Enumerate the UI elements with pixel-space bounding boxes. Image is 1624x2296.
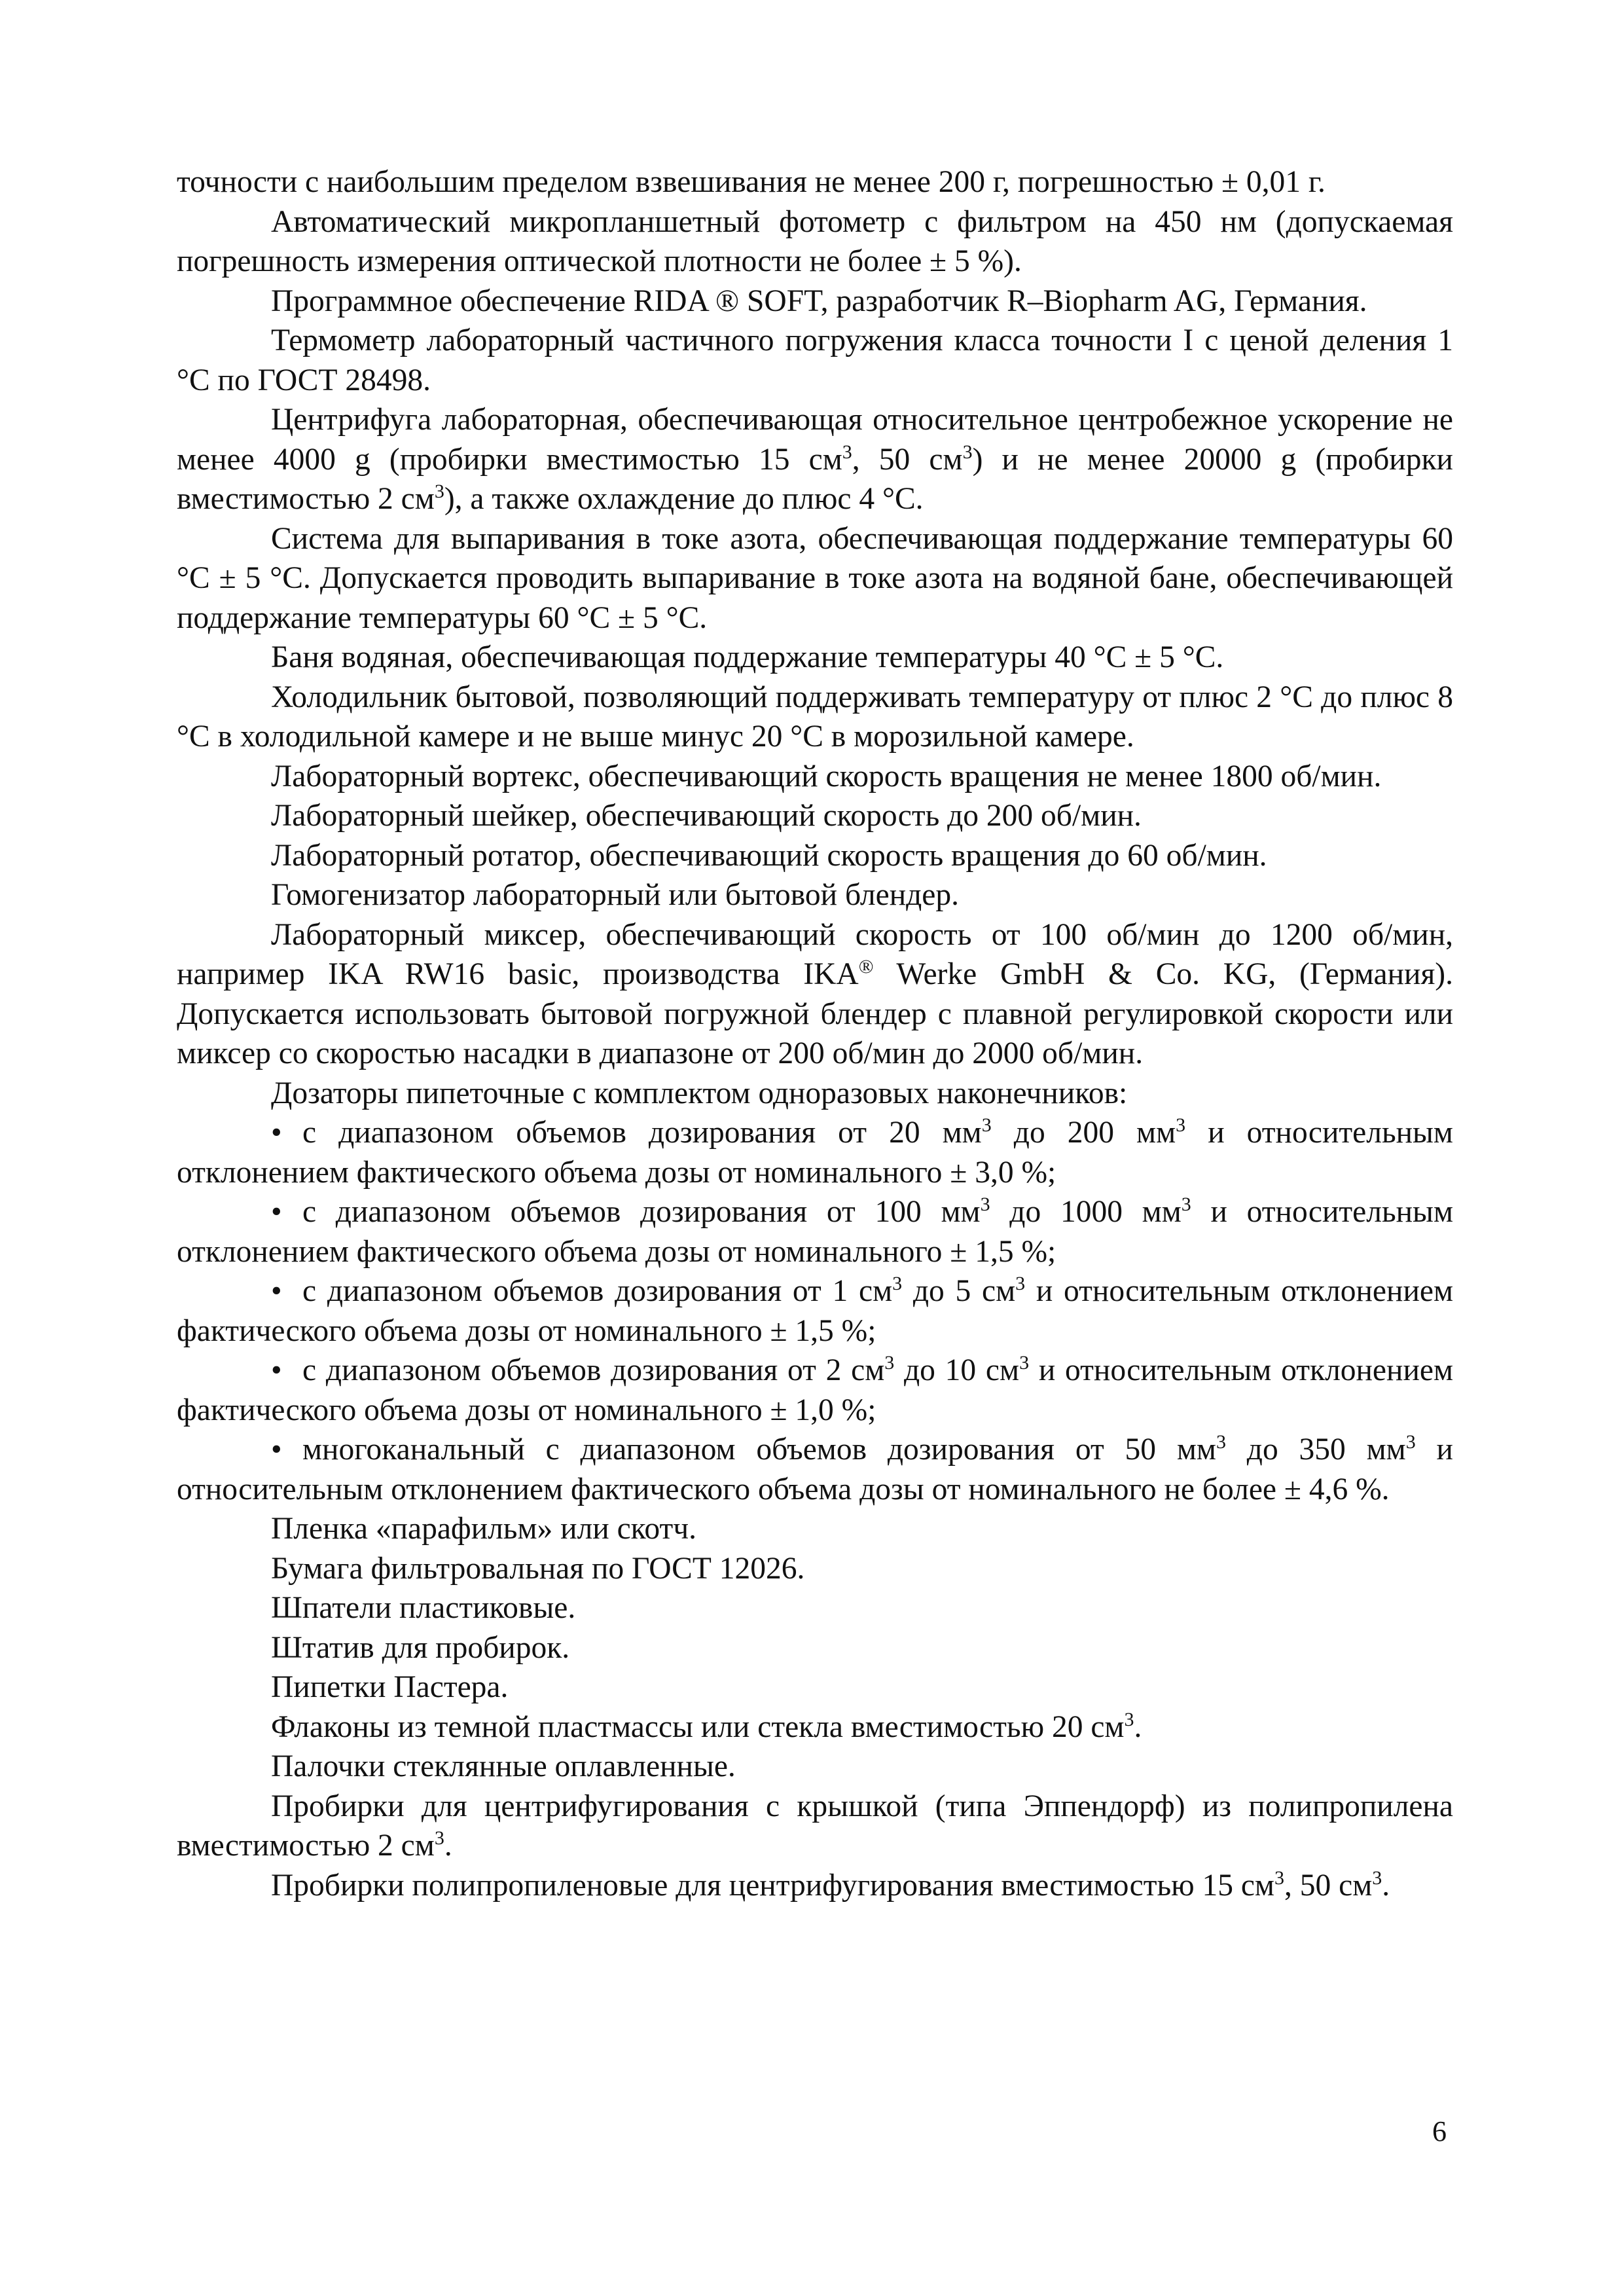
list-item: • с диапазоном объемов дозирования от 20 $мм^3$ до 200 $мм^3$ и относительным отклонением фактического объема дозы от номинального ± 3,0 %; (177, 1113, 1453, 1192)
paragraph-spatulas: Шпатели пластиковые. (271, 1591, 576, 1625)
paragraph-eppendorf-tubes: Пробирки для центрифугирования с крышкой (типа Эппендорф) из полипропилена вместимостью 2 $см^3$. (177, 1789, 1453, 1863)
paragraph-mixer: Лабораторный миксер, обеспечивающий скорость от 100 об/мин до 1200 об/мин, например IKA RW16 basic, производства IKA® Werke GmbH & Co. KG, (Германия). Допускается использовать бытовой погружной блендер с плавной регулировкой скорости или миксер со скоростью насадки в диапазоне от 200 об/мин до 2000 об/мин. (177, 917, 1453, 1070)
paragraph-pasteur-pipettes: Пипетки Пастера. (271, 1670, 509, 1704)
paragraph-rotator: Лабораторный ротатор, обеспечивающий скорость вращения до 60 об/мин. (271, 838, 1267, 873)
paragraph-water-bath: Баня водяная, обеспечивающая поддержание температуры 40 °С ± 5 °С. (271, 640, 1224, 674)
bullet-icon: • (271, 1116, 282, 1150)
paragraph-software: Программное обеспечение RIDA ® SOFT, разработчик R–Biopharm AG, Германия. (271, 283, 1367, 318)
paragraph-homogenizer: Гомогенизатор лабораторный или бытовой блендер. (271, 878, 960, 912)
bullet-icon: • (271, 1353, 282, 1387)
paragraph-refrigerator: Холодильник бытовой, позволяющий поддерживать температуру от плюс 2 °С до плюс 8 °С в холодильной камере и не выше минус 20 °С в морозильной камере. (177, 680, 1453, 754)
list-item: • с диапазоном объемов дозирования от 2 $см^3$ до 10 $см^3$ и относительным отклонением фактического объема дозы от номинального ± 1,0 %; (177, 1351, 1453, 1430)
list-item: • с диапазоном объемов дозирования от 100 $мм^3$ до 1000 $мм^3$ и относительным отклонением фактического объема дозы от номинального ± 1,5 %; (177, 1192, 1453, 1271)
bullet-icon: • (271, 1432, 282, 1467)
paragraph-glass-rods: Палочки стеклянные оплавленные. (271, 1749, 736, 1783)
paragraph-thermometer: Термометр лабораторный частичного погружения класса точности I с ценой деления 1 °С по ГОСТ 28498. (177, 323, 1453, 397)
paragraph-shaker: Лабораторный шейкер, обеспечивающий скорость до 200 об/мин. (271, 799, 1142, 833)
paragraph-tube-rack: Штатив для пробирок. (271, 1630, 570, 1665)
paragraph-evaporation-system: Система для выпаривания в токе азота, обеспечивающая поддержание температуры 60 °С ± 5 °С. Допускается проводить выпаривание в токе азота на водяной бане, обеспечивающей поддержание температуры 60 °С ± 5 °С. (177, 521, 1453, 635)
paragraph-balance: точности с наибольшим пределом взвешивания не менее 200 г, погрешностью ± 0,01 г. (177, 165, 1326, 199)
bullet-icon: • (271, 1274, 282, 1308)
list-item: • с диапазоном объемов дозирования от 1 $см^3$ до 5 $см^3$ и относительным отклонением фактического объема дозы от номинального ± 1,5 %; (177, 1271, 1453, 1351)
paragraph-centrifuge-tubes: Пробирки полипропиленовые для центрифугирования вместимостью 15 $см^3$, 50 $см^3$. (271, 1867, 1390, 1903)
paragraph-vials: Флаконы из темной пластмассы или стекла вместимостью 20 $см^3$. (271, 1708, 1142, 1744)
page-number: 6 (1432, 2115, 1447, 2147)
paragraph-dispensers: Дозаторы пипеточные с комплектом одноразовых наконечников: (271, 1076, 1128, 1110)
paragraph-parafilm: Пленка «парафильм» или скотч. (271, 1512, 696, 1546)
document-body (177, 162, 1453, 1905)
list-item: • многоканальный с диапазоном объемов дозирования от 50 $мм^3$ до 350 $мм^3$ и относительным отклонением фактического объема дозы от номинального не более ± 4,6 %. (177, 1430, 1453, 1509)
paragraph-centrifuge: Центрифуга лабораторная, обеспечивающая относительное центробежное ускорение не менее 4000 g (пробирки вместимостью 15 $см^3$, 50 $см^3$) и не менее 20000 g (пробирки вместимостью 2 $см^3$), а также охлаждение до плюс 4 °С. (177, 403, 1453, 516)
paragraph-vortex: Лабораторный вортекс, обеспечивающий скорость вращения не менее 1800 об/мин. (271, 759, 1382, 793)
paragraph-filter-paper: Бумага фильтровальная по ГОСТ 12026. (271, 1551, 805, 1586)
paragraph-photometer: Автоматический микропланшетный фотометр с фильтром на 450 нм (допускаемая погрешность измерения оптической плотности не более ± 5 %). (177, 204, 1453, 278)
bullet-icon: • (271, 1195, 282, 1229)
